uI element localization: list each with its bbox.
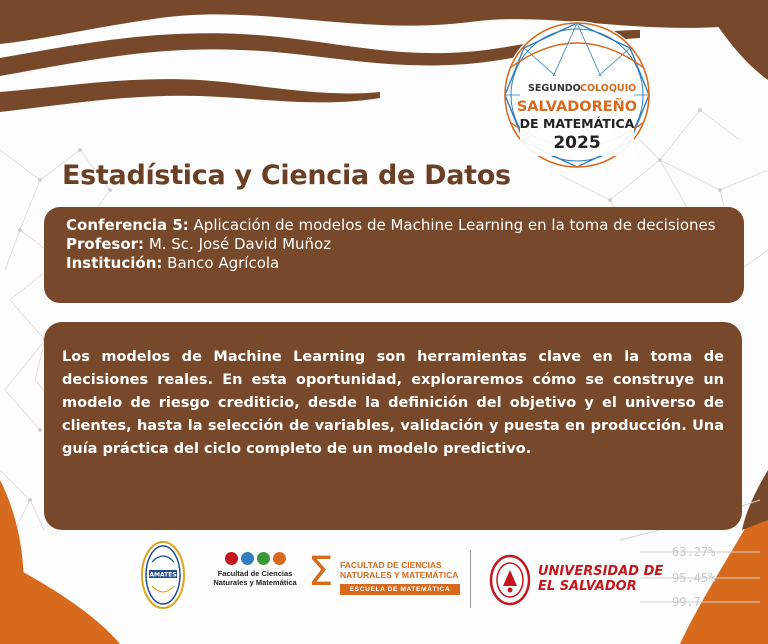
institution-label: Institución:	[66, 254, 163, 272]
fcnm-icons	[205, 552, 305, 565]
session-info-card	[44, 207, 744, 303]
logo-divider	[470, 550, 471, 608]
badge-year: 2025	[553, 133, 601, 153]
description-text: Los modelos de Machine Learning son herramientas clave en la toma de decisiones reales. En esta oportunidad, exploraremos cómo se construye un modelo de riesgo crediticio, desde la definición del objetivo y el universo de clientes, hasta la selección de variables, validación y puesta en producción. Una guía práctica del ciclo completo de un modelo predictivo.	[62, 349, 724, 457]
ues-line1: UNIVERSIDAD DE	[538, 564, 664, 579]
sigma-icon: Σ	[308, 549, 334, 595]
fcnm-logo	[205, 552, 305, 587]
speaker-label: Profesor:	[66, 235, 145, 253]
page-title: Estadística y Ciencia de Datos	[62, 160, 511, 191]
amates-label: AMATES	[149, 571, 177, 579]
institution-name: Banco Agrícola	[167, 254, 280, 272]
ues-seal-icon	[489, 554, 531, 606]
faculty-line2: NATURALES Y MATEMÁTICA	[340, 570, 459, 580]
badge-line1-b: COLOQUIO	[580, 83, 637, 94]
event-badge	[500, 18, 654, 172]
ues-name	[538, 564, 663, 594]
school-label: ESCUELA DE MATEMÁTICA	[340, 584, 460, 595]
institution-row	[66, 254, 726, 273]
fcnm-line1: Facultad de Ciencias	[217, 569, 293, 578]
fcnm-green-icon	[257, 552, 270, 565]
badge-line3: DE MATEMÁTICA	[519, 116, 635, 131]
amates-logo	[140, 540, 186, 610]
decor-number-2: 95.45%	[672, 571, 716, 585]
fcnm-line2: Naturales y Matemática	[213, 578, 297, 587]
faculty-line1: FACULTAD DE CIENCIAS	[340, 560, 442, 570]
fcnm-red-icon	[225, 552, 238, 565]
math-school-logo	[308, 550, 458, 610]
badge-line2: SALVADOREÑO	[516, 99, 638, 115]
ues-line2: EL SALVADOR	[538, 579, 637, 594]
conference-label: Conferencia 5:	[66, 216, 189, 234]
sponsor-logos	[0, 540, 768, 644]
conference-title: Aplicación de modelos de Machine Learning en la toma de decisiones	[193, 216, 716, 234]
top-wave-3	[0, 79, 380, 112]
conference-row	[66, 216, 726, 235]
speaker-name: M. Sc. José David Muñoz	[148, 235, 332, 253]
description-card	[44, 322, 742, 530]
fcnm-orange-icon	[273, 552, 286, 565]
fcnm-blue-icon	[241, 552, 254, 565]
speaker-row	[66, 235, 726, 254]
decor-number-1: 63.27%	[672, 545, 716, 559]
badge-line1-a: SEGUNDO	[528, 83, 581, 94]
decor-number-3: 99.7	[672, 595, 701, 609]
